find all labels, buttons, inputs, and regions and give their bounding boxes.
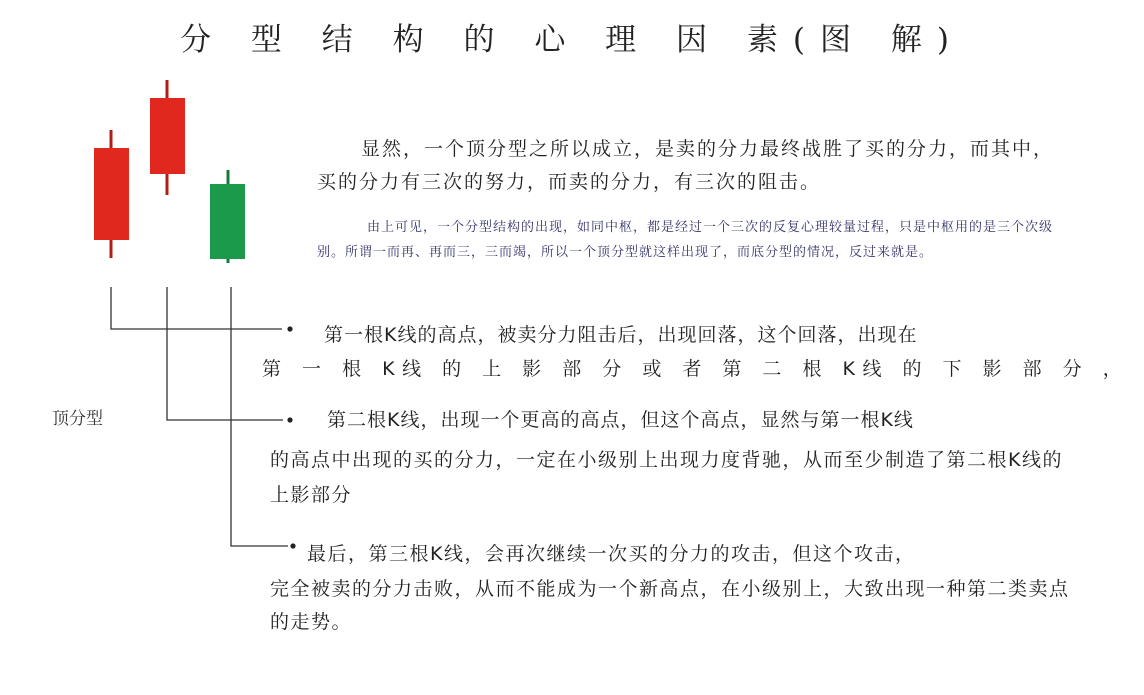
point-1-line1: 第一根K线的高点，被卖分力阻击后，出现回落，这个回落，出现在 <box>324 324 918 346</box>
point-2-line1: 第二根K线，出现一个更高的高点，但这个高点，显然与第一根K线 <box>327 409 914 431</box>
detail-paragraph: 由上可见，一个分型结构的出现，如同中枢，都是经过一个三次的反复心理较量过程，只是中枢用的是三个次级别。所谓一而再、再而三，三而竭，所以一个顶分型就这样出现了，而底分型的情况，反过来就是。 <box>317 220 1054 260</box>
candle-1 <box>94 130 129 258</box>
top-fractal-label: 顶分型 <box>52 409 103 429</box>
connector-line-1 <box>111 287 282 329</box>
point-1 <box>262 318 1130 386</box>
intro-paragraph: 显然，一个顶分型之所以成立，是卖的分力最终战胜了买的分力，而其中，买的分力有三次的努力，而卖的分力，有三次的阻击。 <box>317 138 1055 193</box>
candle-3-body <box>210 184 245 259</box>
point-2 <box>270 403 1100 513</box>
point-3-rest: 完全被卖的分力击败，从而不能成为一个新高点，在小级别上，大致出现一种第二类卖点的走势。 <box>270 578 1070 633</box>
point-1-line2: 第 一 根 K线 的 上 影 部 分 或 者 第 二 根 K线 的 下 影 部 分 ， <box>262 358 1130 380</box>
candle-2-body <box>150 98 185 174</box>
candle-3 <box>210 170 245 263</box>
point-3 <box>270 537 1100 639</box>
candle-2 <box>150 80 185 195</box>
point-3-line1: 最后，第三根K线，会再次继续一次买的分力的攻击，但这个攻击， <box>307 543 916 565</box>
candle-1-body <box>94 148 129 240</box>
page-title: 分 型 结 构 的 心 理 因 素(图 解) <box>180 22 964 58</box>
point-2-rest: 的高点中出现的买的分力，一定在小级别上出现力度背驰，从而至少制造了第二根K线的上影部分 <box>270 449 1063 506</box>
